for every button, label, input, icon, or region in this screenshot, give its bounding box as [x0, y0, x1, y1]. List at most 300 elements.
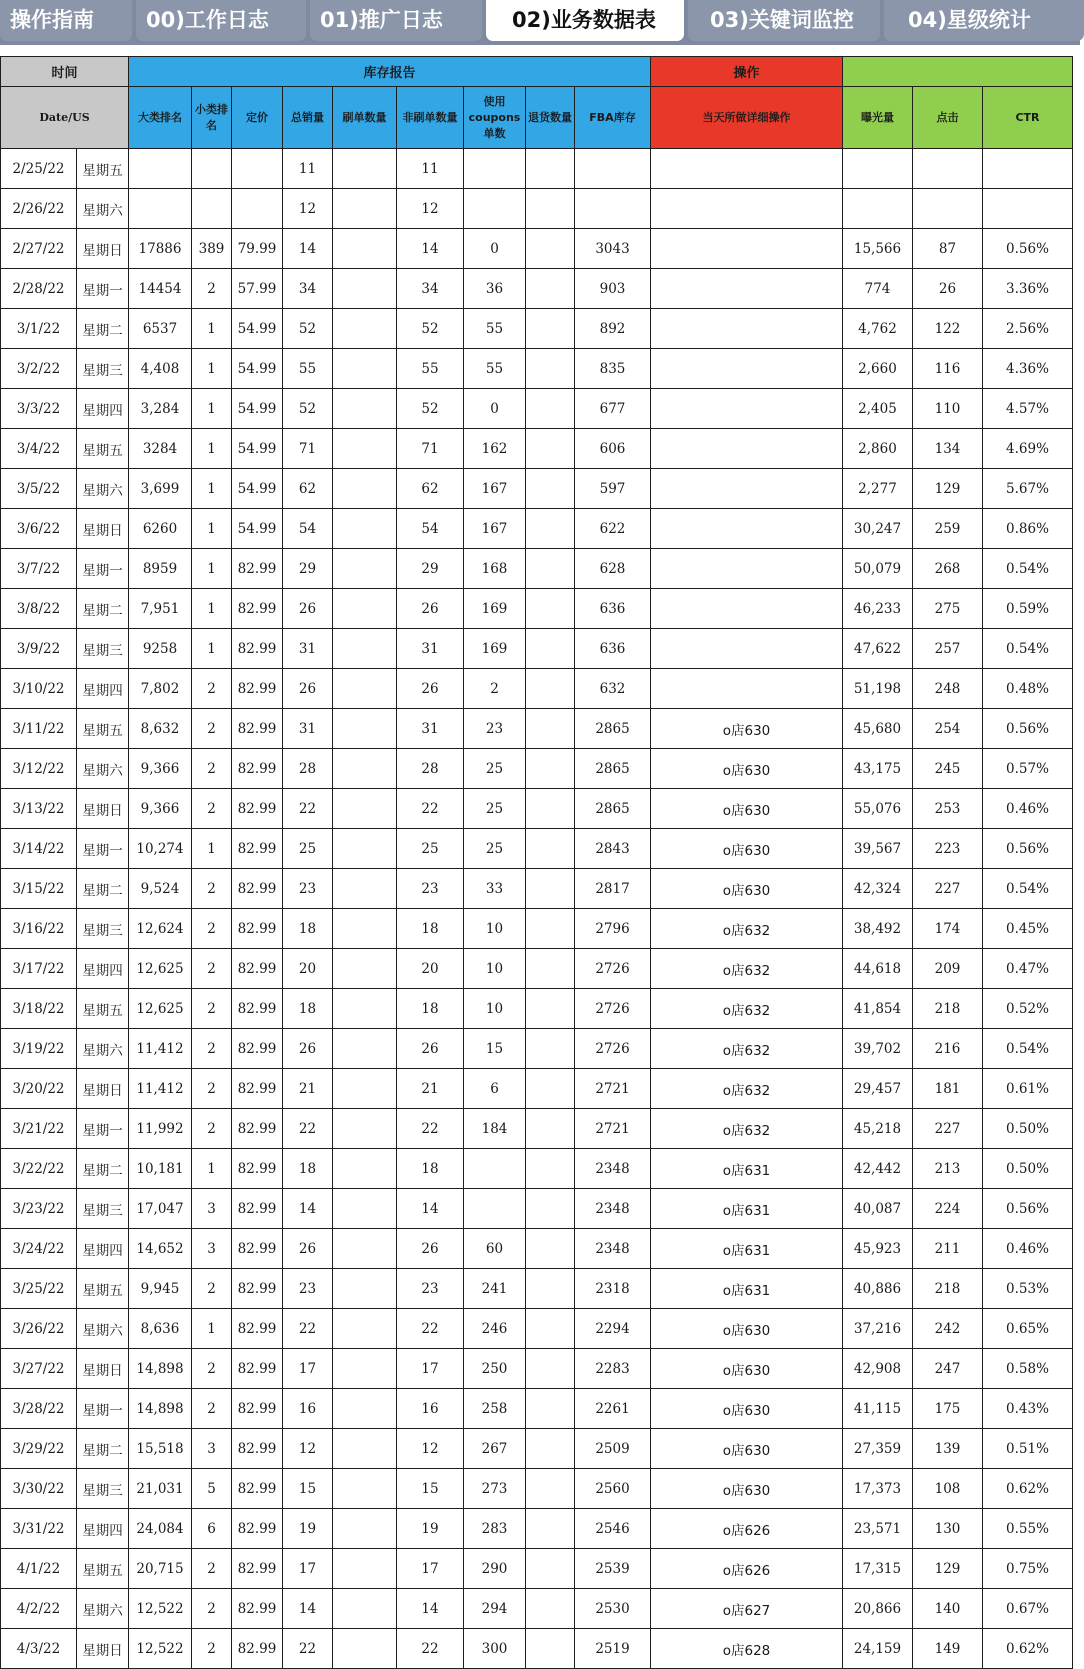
cell-clicks[interactable]: 108 [913, 1469, 983, 1509]
cell-weekday[interactable]: 星期五 [77, 1549, 129, 1589]
cell-impressions[interactable]: 41,115 [843, 1389, 913, 1429]
cell-impressions[interactable]: 17,373 [843, 1469, 913, 1509]
cell-date[interactable]: 3/4/22 [1, 429, 77, 469]
cell-non-brush-orders[interactable]: 11 [397, 149, 464, 189]
cell-weekday[interactable]: 星期一 [77, 1109, 129, 1149]
cell-weekday[interactable]: 星期一 [77, 269, 129, 309]
cell-weekday[interactable]: 星期四 [77, 1509, 129, 1549]
cell-impressions[interactable]: 47,622 [843, 629, 913, 669]
cell-price[interactable]: 82.99 [232, 869, 283, 909]
cell-returns[interactable] [526, 1109, 575, 1149]
cell-clicks[interactable]: 130 [913, 1509, 983, 1549]
cell-coupon-orders[interactable]: 167 [464, 509, 526, 549]
cell-impressions[interactable]: 39,567 [843, 829, 913, 869]
cell-sub-rank[interactable]: 2 [192, 869, 232, 909]
cell-coupon-orders[interactable]: 184 [464, 1109, 526, 1149]
cell-sub-rank[interactable]: 1 [192, 1149, 232, 1189]
cell-impressions[interactable] [843, 149, 913, 189]
cell-daily-ops[interactable] [651, 629, 843, 669]
cell-sub-rank[interactable]: 1 [192, 469, 232, 509]
cell-main-rank[interactable]: 11,412 [129, 1029, 192, 1069]
cell-fba-stock[interactable] [575, 149, 651, 189]
cell-ctr[interactable]: 0.46% [983, 1229, 1073, 1269]
cell-daily-ops[interactable]: o店632 [651, 1069, 843, 1109]
cell-ctr[interactable]: 0.50% [983, 1149, 1073, 1189]
cell-date[interactable]: 3/9/22 [1, 629, 77, 669]
cell-brush-orders[interactable] [333, 629, 397, 669]
cell-fba-stock[interactable]: 2726 [575, 989, 651, 1029]
header-clicks[interactable]: 点击 [913, 87, 983, 149]
cell-clicks[interactable]: 175 [913, 1389, 983, 1429]
cell-main-rank[interactable]: 6260 [129, 509, 192, 549]
cell-brush-orders[interactable] [333, 189, 397, 229]
cell-ctr[interactable]: 0.65% [983, 1309, 1073, 1349]
cell-returns[interactable] [526, 469, 575, 509]
cell-fba-stock[interactable]: 2796 [575, 909, 651, 949]
cell-returns[interactable] [526, 389, 575, 429]
cell-clicks[interactable]: 257 [913, 629, 983, 669]
cell-clicks[interactable]: 26 [913, 269, 983, 309]
cell-non-brush-orders[interactable]: 52 [397, 389, 464, 429]
cell-date[interactable]: 4/3/22 [1, 1629, 77, 1669]
cell-returns[interactable] [526, 1509, 575, 1549]
cell-clicks[interactable]: 110 [913, 389, 983, 429]
cell-total-sales[interactable]: 26 [283, 669, 333, 709]
cell-total-sales[interactable]: 19 [283, 1509, 333, 1549]
cell-fba-stock[interactable]: 2294 [575, 1309, 651, 1349]
cell-brush-orders[interactable] [333, 1549, 397, 1589]
cell-returns[interactable] [526, 1309, 575, 1349]
cell-clicks[interactable]: 253 [913, 789, 983, 829]
cell-price[interactable]: 82.99 [232, 949, 283, 989]
cell-clicks[interactable]: 129 [913, 1549, 983, 1589]
cell-clicks[interactable]: 245 [913, 749, 983, 789]
band-time[interactable]: 时间 [1, 57, 129, 87]
cell-ctr[interactable]: 0.55% [983, 1509, 1073, 1549]
cell-sub-rank[interactable]: 1 [192, 429, 232, 469]
cell-impressions[interactable]: 50,079 [843, 549, 913, 589]
cell-date[interactable]: 2/28/22 [1, 269, 77, 309]
cell-impressions[interactable]: 45,218 [843, 1109, 913, 1149]
cell-weekday[interactable]: 星期五 [77, 709, 129, 749]
cell-brush-orders[interactable] [333, 149, 397, 189]
cell-returns[interactable] [526, 669, 575, 709]
cell-total-sales[interactable]: 25 [283, 829, 333, 869]
cell-impressions[interactable]: 43,175 [843, 749, 913, 789]
cell-brush-orders[interactable] [333, 1309, 397, 1349]
cell-coupon-orders[interactable]: 169 [464, 629, 526, 669]
cell-brush-orders[interactable] [333, 349, 397, 389]
cell-daily-ops[interactable]: o店630 [651, 869, 843, 909]
cell-brush-orders[interactable] [333, 709, 397, 749]
cell-non-brush-orders[interactable]: 22 [397, 1109, 464, 1149]
cell-daily-ops[interactable]: o店626 [651, 1509, 843, 1549]
cell-weekday[interactable]: 星期三 [77, 1189, 129, 1229]
cell-weekday[interactable]: 星期日 [77, 509, 129, 549]
cell-daily-ops[interactable]: o店630 [651, 749, 843, 789]
cell-fba-stock[interactable]: 632 [575, 669, 651, 709]
cell-ctr[interactable]: 0.47% [983, 949, 1073, 989]
cell-date[interactable]: 3/27/22 [1, 1349, 77, 1389]
cell-ctr[interactable]: 0.67% [983, 1589, 1073, 1629]
cell-returns[interactable] [526, 629, 575, 669]
cell-weekday[interactable]: 星期五 [77, 989, 129, 1029]
cell-fba-stock[interactable]: 2348 [575, 1149, 651, 1189]
cell-weekday[interactable]: 星期四 [77, 1229, 129, 1269]
cell-non-brush-orders[interactable]: 17 [397, 1349, 464, 1389]
cell-ctr[interactable]: 3.36% [983, 269, 1073, 309]
cell-clicks[interactable]: 181 [913, 1069, 983, 1109]
cell-daily-ops[interactable] [651, 589, 843, 629]
cell-clicks[interactable]: 224 [913, 1189, 983, 1229]
cell-returns[interactable] [526, 1629, 575, 1669]
cell-date[interactable]: 2/26/22 [1, 189, 77, 229]
tab-work-log[interactable]: 00)工作日志 [136, 0, 306, 41]
tab-business-data[interactable]: 02)业务数据表 [486, 0, 684, 41]
cell-fba-stock[interactable]: 2560 [575, 1469, 651, 1509]
cell-returns[interactable] [526, 789, 575, 829]
cell-date[interactable]: 3/11/22 [1, 709, 77, 749]
cell-weekday[interactable]: 星期四 [77, 949, 129, 989]
header-total-sales[interactable]: 总销量 [283, 87, 333, 149]
cell-sub-rank[interactable]: 2 [192, 709, 232, 749]
cell-clicks[interactable]: 248 [913, 669, 983, 709]
cell-daily-ops[interactable] [651, 309, 843, 349]
cell-total-sales[interactable]: 71 [283, 429, 333, 469]
cell-clicks[interactable]: 247 [913, 1349, 983, 1389]
cell-impressions[interactable]: 29,457 [843, 1069, 913, 1109]
cell-returns[interactable] [526, 229, 575, 269]
cell-returns[interactable] [526, 1349, 575, 1389]
cell-impressions[interactable]: 2,405 [843, 389, 913, 429]
cell-sub-rank[interactable]: 1 [192, 509, 232, 549]
cell-clicks[interactable]: 134 [913, 429, 983, 469]
cell-main-rank[interactable]: 17886 [129, 229, 192, 269]
cell-non-brush-orders[interactable]: 23 [397, 869, 464, 909]
cell-sub-rank[interactable]: 1 [192, 1309, 232, 1349]
cell-ctr[interactable]: 0.52% [983, 989, 1073, 1029]
cell-date[interactable]: 3/6/22 [1, 509, 77, 549]
cell-clicks[interactable]: 213 [913, 1149, 983, 1189]
cell-price[interactable]: 82.99 [232, 829, 283, 869]
cell-non-brush-orders[interactable]: 28 [397, 749, 464, 789]
cell-daily-ops[interactable] [651, 389, 843, 429]
cell-coupon-orders[interactable]: 55 [464, 349, 526, 389]
cell-daily-ops[interactable] [651, 509, 843, 549]
cell-impressions[interactable]: 45,680 [843, 709, 913, 749]
cell-ctr[interactable]: 0.54% [983, 1029, 1073, 1069]
cell-brush-orders[interactable] [333, 1109, 397, 1149]
cell-total-sales[interactable]: 22 [283, 789, 333, 829]
cell-clicks[interactable]: 149 [913, 1629, 983, 1669]
cell-main-rank[interactable]: 9258 [129, 629, 192, 669]
cell-date[interactable]: 3/2/22 [1, 349, 77, 389]
cell-sub-rank[interactable]: 2 [192, 1629, 232, 1669]
cell-fba-stock[interactable]: 2539 [575, 1549, 651, 1589]
cell-ctr[interactable]: 4.57% [983, 389, 1073, 429]
cell-price[interactable]: 82.99 [232, 709, 283, 749]
cell-main-rank[interactable]: 12,624 [129, 909, 192, 949]
cell-fba-stock[interactable]: 606 [575, 429, 651, 469]
cell-date[interactable]: 3/20/22 [1, 1069, 77, 1109]
band-inventory-report[interactable]: 库存报告 [129, 57, 651, 87]
cell-price[interactable] [232, 149, 283, 189]
cell-clicks[interactable]: 218 [913, 989, 983, 1029]
cell-impressions[interactable]: 15,566 [843, 229, 913, 269]
cell-coupon-orders[interactable]: 250 [464, 1349, 526, 1389]
cell-coupon-orders[interactable]: 167 [464, 469, 526, 509]
cell-coupon-orders[interactable] [464, 1149, 526, 1189]
cell-non-brush-orders[interactable]: 19 [397, 1509, 464, 1549]
cell-clicks[interactable] [913, 149, 983, 189]
cell-total-sales[interactable]: 28 [283, 749, 333, 789]
cell-date[interactable]: 3/14/22 [1, 829, 77, 869]
cell-main-rank[interactable]: 9,524 [129, 869, 192, 909]
cell-price[interactable]: 82.99 [232, 1429, 283, 1469]
cell-non-brush-orders[interactable]: 26 [397, 1029, 464, 1069]
cell-impressions[interactable]: 2,860 [843, 429, 913, 469]
cell-non-brush-orders[interactable]: 14 [397, 229, 464, 269]
cell-sub-rank[interactable]: 2 [192, 269, 232, 309]
cell-fba-stock[interactable]: 2726 [575, 1029, 651, 1069]
cell-impressions[interactable]: 30,247 [843, 509, 913, 549]
cell-daily-ops[interactable]: o店632 [651, 989, 843, 1029]
cell-brush-orders[interactable] [333, 269, 397, 309]
cell-returns[interactable] [526, 149, 575, 189]
cell-date[interactable]: 3/21/22 [1, 1109, 77, 1149]
cell-brush-orders[interactable] [333, 549, 397, 589]
cell-coupon-orders[interactable]: 60 [464, 1229, 526, 1269]
cell-brush-orders[interactable] [333, 1029, 397, 1069]
cell-main-rank[interactable]: 8959 [129, 549, 192, 589]
cell-price[interactable]: 82.99 [232, 789, 283, 829]
cell-date[interactable]: 4/2/22 [1, 1589, 77, 1629]
cell-main-rank[interactable]: 12,522 [129, 1589, 192, 1629]
cell-price[interactable]: 79.99 [232, 229, 283, 269]
header-ctr[interactable]: CTR [983, 87, 1073, 149]
cell-sub-rank[interactable]: 2 [192, 1349, 232, 1389]
cell-weekday[interactable]: 星期六 [77, 469, 129, 509]
cell-sub-rank[interactable]: 1 [192, 389, 232, 429]
cell-ctr[interactable]: 5.67% [983, 469, 1073, 509]
cell-clicks[interactable]: 129 [913, 469, 983, 509]
cell-weekday[interactable]: 星期三 [77, 629, 129, 669]
cell-coupon-orders[interactable]: 273 [464, 1469, 526, 1509]
cell-total-sales[interactable]: 23 [283, 869, 333, 909]
cell-fba-stock[interactable]: 2865 [575, 789, 651, 829]
cell-returns[interactable] [526, 1189, 575, 1229]
cell-weekday[interactable]: 星期五 [77, 1269, 129, 1309]
cell-price[interactable]: 82.99 [232, 1229, 283, 1269]
cell-brush-orders[interactable] [333, 1429, 397, 1469]
cell-impressions[interactable]: 40,886 [843, 1269, 913, 1309]
cell-brush-orders[interactable] [333, 949, 397, 989]
cell-weekday[interactable]: 星期二 [77, 1149, 129, 1189]
cell-fba-stock[interactable]: 2530 [575, 1589, 651, 1629]
cell-fba-stock[interactable] [575, 189, 651, 229]
cell-ctr[interactable] [983, 149, 1073, 189]
cell-impressions[interactable]: 17,315 [843, 1549, 913, 1589]
cell-clicks[interactable]: 216 [913, 1029, 983, 1069]
cell-non-brush-orders[interactable]: 22 [397, 1629, 464, 1669]
cell-coupon-orders[interactable]: 294 [464, 1589, 526, 1629]
cell-coupon-orders[interactable]: 162 [464, 429, 526, 469]
header-price[interactable]: 定价 [232, 87, 283, 149]
cell-total-sales[interactable]: 12 [283, 189, 333, 229]
cell-clicks[interactable]: 275 [913, 589, 983, 629]
cell-total-sales[interactable]: 54 [283, 509, 333, 549]
cell-non-brush-orders[interactable]: 29 [397, 549, 464, 589]
cell-price[interactable]: 54.99 [232, 349, 283, 389]
cell-sub-rank[interactable]: 3 [192, 1189, 232, 1229]
cell-sub-rank[interactable]: 2 [192, 989, 232, 1029]
cell-main-rank[interactable]: 7,951 [129, 589, 192, 629]
cell-total-sales[interactable]: 20 [283, 949, 333, 989]
cell-clicks[interactable]: 227 [913, 869, 983, 909]
cell-ctr[interactable]: 0.54% [983, 629, 1073, 669]
cell-main-rank[interactable]: 20,715 [129, 1549, 192, 1589]
cell-returns[interactable] [526, 309, 575, 349]
cell-main-rank[interactable]: 24,084 [129, 1509, 192, 1549]
cell-coupon-orders[interactable] [464, 149, 526, 189]
header-fba-stock[interactable]: FBA库存 [575, 87, 651, 149]
cell-main-rank[interactable] [129, 189, 192, 229]
cell-coupon-orders[interactable]: 10 [464, 909, 526, 949]
cell-date[interactable]: 3/29/22 [1, 1429, 77, 1469]
cell-daily-ops[interactable]: o店630 [651, 789, 843, 829]
cell-daily-ops[interactable]: o店630 [651, 1429, 843, 1469]
cell-returns[interactable] [526, 829, 575, 869]
cell-non-brush-orders[interactable]: 26 [397, 1229, 464, 1269]
cell-total-sales[interactable]: 21 [283, 1069, 333, 1109]
cell-fba-stock[interactable]: 2261 [575, 1389, 651, 1429]
cell-non-brush-orders[interactable]: 62 [397, 469, 464, 509]
cell-price[interactable]: 82.99 [232, 1509, 283, 1549]
cell-main-rank[interactable]: 12,522 [129, 1629, 192, 1669]
cell-clicks[interactable]: 254 [913, 709, 983, 749]
cell-fba-stock[interactable]: 622 [575, 509, 651, 549]
cell-total-sales[interactable]: 18 [283, 1149, 333, 1189]
cell-date[interactable]: 3/18/22 [1, 989, 77, 1029]
cell-fba-stock[interactable]: 677 [575, 389, 651, 429]
cell-brush-orders[interactable] [333, 509, 397, 549]
cell-impressions[interactable]: 37,216 [843, 1309, 913, 1349]
cell-date[interactable]: 3/13/22 [1, 789, 77, 829]
cell-daily-ops[interactable]: o店631 [651, 1189, 843, 1229]
cell-total-sales[interactable]: 18 [283, 989, 333, 1029]
cell-brush-orders[interactable] [333, 829, 397, 869]
cell-price[interactable]: 82.99 [232, 1389, 283, 1429]
cell-main-rank[interactable]: 12,625 [129, 949, 192, 989]
cell-main-rank[interactable]: 11,992 [129, 1109, 192, 1149]
cell-main-rank[interactable]: 3284 [129, 429, 192, 469]
header-coupon-orders[interactable]: 使用coupons单数 [464, 87, 526, 149]
cell-brush-orders[interactable] [333, 749, 397, 789]
cell-main-rank[interactable]: 14,652 [129, 1229, 192, 1269]
cell-main-rank[interactable]: 6537 [129, 309, 192, 349]
cell-sub-rank[interactable]: 2 [192, 789, 232, 829]
cell-brush-orders[interactable] [333, 1629, 397, 1669]
cell-weekday[interactable]: 星期二 [77, 589, 129, 629]
cell-returns[interactable] [526, 949, 575, 989]
cell-date[interactable]: 3/5/22 [1, 469, 77, 509]
cell-daily-ops[interactable] [651, 149, 843, 189]
cell-daily-ops[interactable] [651, 269, 843, 309]
cell-coupon-orders[interactable]: 6 [464, 1069, 526, 1109]
cell-sub-rank[interactable]: 2 [192, 949, 232, 989]
cell-non-brush-orders[interactable]: 52 [397, 309, 464, 349]
cell-date[interactable]: 3/3/22 [1, 389, 77, 429]
cell-clicks[interactable] [913, 189, 983, 229]
cell-weekday[interactable]: 星期四 [77, 669, 129, 709]
cell-weekday[interactable]: 星期六 [77, 1309, 129, 1349]
cell-daily-ops[interactable]: o店630 [651, 1349, 843, 1389]
cell-coupon-orders[interactable]: 0 [464, 229, 526, 269]
cell-weekday[interactable]: 星期二 [77, 869, 129, 909]
cell-coupon-orders[interactable]: 33 [464, 869, 526, 909]
cell-ctr[interactable]: 0.58% [983, 1349, 1073, 1389]
cell-daily-ops[interactable] [651, 429, 843, 469]
cell-fba-stock[interactable]: 2721 [575, 1109, 651, 1149]
cell-price[interactable]: 82.99 [232, 669, 283, 709]
cell-weekday[interactable]: 星期五 [77, 429, 129, 469]
cell-coupon-orders[interactable]: 267 [464, 1429, 526, 1469]
header-non-brush-orders[interactable]: 非刷单数量 [397, 87, 464, 149]
cell-main-rank[interactable]: 14,898 [129, 1349, 192, 1389]
cell-returns[interactable] [526, 269, 575, 309]
cell-daily-ops[interactable] [651, 229, 843, 269]
cell-ctr[interactable]: 0.56% [983, 229, 1073, 269]
cell-main-rank[interactable]: 8,636 [129, 1309, 192, 1349]
cell-ctr[interactable]: 0.61% [983, 1069, 1073, 1109]
cell-brush-orders[interactable] [333, 1589, 397, 1629]
cell-coupon-orders[interactable]: 246 [464, 1309, 526, 1349]
cell-date[interactable]: 3/16/22 [1, 909, 77, 949]
cell-daily-ops[interactable] [651, 189, 843, 229]
cell-date[interactable]: 3/15/22 [1, 869, 77, 909]
cell-price[interactable]: 54.99 [232, 429, 283, 469]
cell-clicks[interactable]: 218 [913, 1269, 983, 1309]
cell-weekday[interactable]: 星期三 [77, 909, 129, 949]
cell-non-brush-orders[interactable]: 22 [397, 1309, 464, 1349]
cell-ctr[interactable]: 0.59% [983, 589, 1073, 629]
cell-fba-stock[interactable]: 597 [575, 469, 651, 509]
cell-ctr[interactable]: 0.48% [983, 669, 1073, 709]
cell-returns[interactable] [526, 189, 575, 229]
cell-main-rank[interactable]: 17,047 [129, 1189, 192, 1229]
cell-brush-orders[interactable] [333, 429, 397, 469]
cell-total-sales[interactable]: 17 [283, 1349, 333, 1389]
cell-daily-ops[interactable]: o店631 [651, 1269, 843, 1309]
cell-clicks[interactable]: 139 [913, 1429, 983, 1469]
cell-date[interactable]: 3/19/22 [1, 1029, 77, 1069]
cell-impressions[interactable]: 24,159 [843, 1629, 913, 1669]
cell-total-sales[interactable]: 52 [283, 309, 333, 349]
cell-total-sales[interactable]: 52 [283, 389, 333, 429]
cell-date[interactable]: 3/31/22 [1, 1509, 77, 1549]
cell-sub-rank[interactable]: 1 [192, 309, 232, 349]
cell-weekday[interactable]: 星期六 [77, 189, 129, 229]
cell-coupon-orders[interactable]: 10 [464, 949, 526, 989]
cell-main-rank[interactable]: 11,412 [129, 1069, 192, 1109]
cell-fba-stock[interactable]: 3043 [575, 229, 651, 269]
cell-total-sales[interactable]: 17 [283, 1549, 333, 1589]
cell-date[interactable]: 3/26/22 [1, 1309, 77, 1349]
cell-ctr[interactable]: 0.43% [983, 1389, 1073, 1429]
cell-price[interactable]: 82.99 [232, 909, 283, 949]
cell-coupon-orders[interactable]: 300 [464, 1629, 526, 1669]
cell-brush-orders[interactable] [333, 989, 397, 1029]
